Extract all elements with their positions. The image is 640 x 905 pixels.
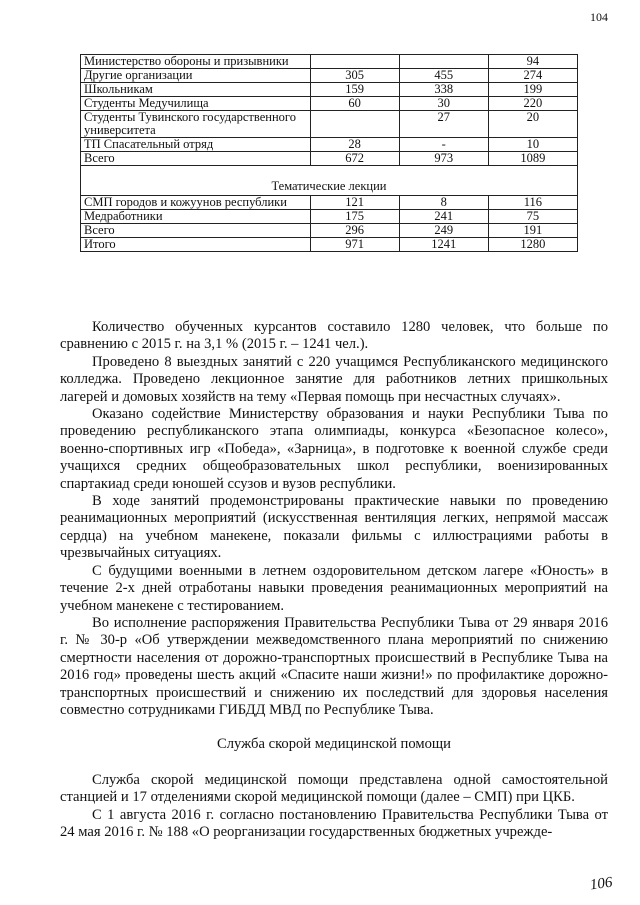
cell-value: 8 [399, 196, 488, 210]
paragraph: Количество обученных курсантов составило 1280 человек, что больше по сравнению с 2015 г. на 3,1 % (2015 г. – 1241 чел.). [60, 319, 608, 353]
cell-value [310, 111, 399, 138]
row-name: Министерство обороны и призывники [81, 55, 311, 69]
table-row [81, 69, 578, 83]
body-text [60, 319, 608, 841]
table-row [81, 224, 578, 238]
row-name: Школьникам [81, 83, 311, 97]
table-row [81, 83, 578, 97]
cell-value: 199 [488, 83, 577, 97]
cell-value [399, 55, 488, 69]
table-row [81, 210, 578, 224]
cell-value: 94 [488, 55, 577, 69]
paragraph: Служба скорой медицинской помощи представлена одной самостоятельной станцией и 17 отделениями скорой медицинской помощи (далее – СМП) при ЦКБ. [60, 771, 608, 806]
cell-value: 296 [310, 224, 399, 238]
table-row [81, 55, 578, 69]
row-name: СМП городов и кожуунов республики [81, 196, 311, 210]
row-name: Итого [81, 238, 311, 252]
cell-value: - [399, 138, 488, 152]
table-row [81, 196, 578, 210]
cell-value: 116 [488, 196, 577, 210]
paragraph: Оказано содействие Министерству образования и науки Республики Тыва по проведению республиканского этапа олимпиады, конкурса «Безопасное колесо», военно-спортивных игр «Победа», «Зарница», в подготовке к военной службе среди учащихся средних общеобразовательных школ республики, военизированных спартакиад среди юношей ссузов и вузов республики. [60, 406, 608, 492]
page-number: 104 [590, 10, 608, 24]
table-section-title: Тематические лекции [81, 166, 578, 196]
paragraph: В ходе занятий продемонстрированы практические навыки по проведению реанимационных мероприятий (искусственная вентиляция легких, непрямой массаж сердца) на учебном манекене, показали фильмы с иллюстрациями работы в чрезвычайных ситуациях. [60, 493, 608, 562]
cell-value: 10 [488, 138, 577, 152]
table-row [81, 111, 578, 138]
statistics-table [80, 54, 578, 252]
row-name: Другие организации [81, 69, 311, 83]
table-row [81, 238, 578, 252]
row-name: Всего [81, 152, 311, 166]
cell-value: 455 [399, 69, 488, 83]
cell-value: 241 [399, 210, 488, 224]
cell-value: 175 [310, 210, 399, 224]
cell-value: 274 [488, 69, 577, 83]
cell-value: 973 [399, 152, 488, 166]
table-row [81, 97, 578, 111]
paragraph: С будущими военными в летнем оздоровительном детском лагере «Юность» в течение 2-х дней отработаны навыки проведения реанимационных мероприятий на учебном манекене с тестированием. [60, 562, 608, 614]
cell-value: 75 [488, 210, 577, 224]
cell-value: 971 [310, 238, 399, 252]
cell-value: 27 [399, 111, 488, 138]
cell-value: 60 [310, 97, 399, 111]
cell-value: 30 [399, 97, 488, 111]
row-name: ТП Спасательный отряд [81, 138, 311, 152]
paragraph: Во исполнение распоряжения Правительства Республики Тыва от 29 января 2016 г. № 30-р «Об утверждении межведомственного плана мероприятий по снижению смертности населения от дорожно-транспортных происшествий в Республике Тыва на 2016 год» проведены шесть акций «Спасите наши жизни!» по профилактике дорожно-транспортных происшествий и снижению их последствий для здоровья населения совместно сотрудниками ГИБДД МВД по Республике Тыва. [60, 614, 608, 718]
handwritten-page-number: 106 [588, 874, 614, 894]
cell-value: 1280 [488, 238, 577, 252]
cell-value: 1089 [488, 152, 577, 166]
section-heading: Служба скорой медицинской помощи [217, 736, 451, 753]
cell-value: 1241 [399, 238, 488, 252]
cell-value: 305 [310, 69, 399, 83]
cell-value: 672 [310, 152, 399, 166]
cell-value: 249 [399, 224, 488, 238]
cell-value [310, 55, 399, 69]
row-name: Студенты Тувинского государственного университета [81, 111, 311, 138]
paragraph: Проведено 8 выездных занятий с 220 учащимся Республиканского медицинского колледжа. Проведено лекционное занятие для работников летних пришкольных лагерей и домовых хозяйств на тему «Первая помощь при несчастных случаях». [60, 353, 608, 405]
table-row [81, 152, 578, 166]
table-row [81, 138, 578, 152]
table-section-row [81, 166, 578, 196]
cell-value: 191 [488, 224, 577, 238]
row-name: Студенты Медучилища [81, 97, 311, 111]
cell-value: 220 [488, 97, 577, 111]
cell-value: 28 [310, 138, 399, 152]
paragraph: С 1 августа 2016 г. согласно постановлению Правительства Республики Тыва от 24 мая 2016 г. № 188 «О реорганизации государственных бюджетных учрежде- [60, 806, 608, 840]
cell-value: 20 [488, 111, 577, 138]
row-name: Всего [81, 224, 311, 238]
cell-value: 121 [310, 196, 399, 210]
cell-value: 159 [310, 83, 399, 97]
row-name: Медработники [81, 210, 311, 224]
cell-value: 338 [399, 83, 488, 97]
